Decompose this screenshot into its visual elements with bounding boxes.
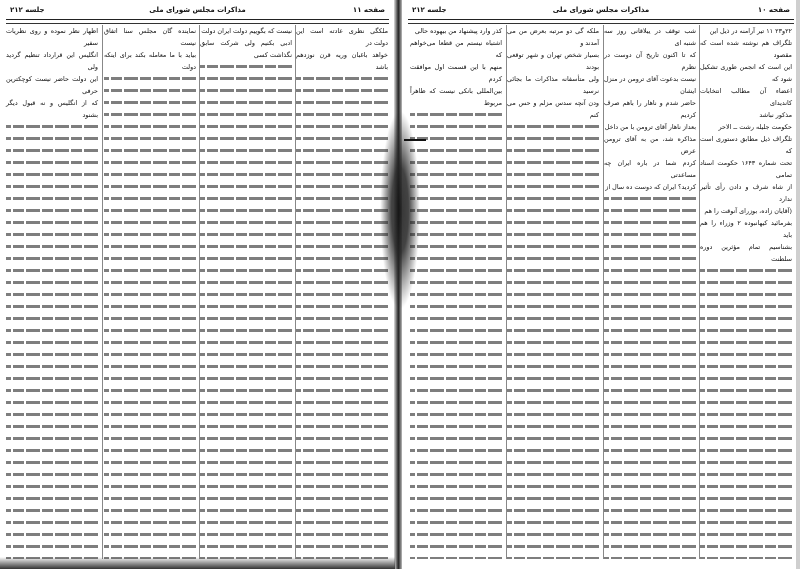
text-line: ودن آنچه سدس مزلم و حس می کنم [507, 99, 599, 119]
body-text-block [410, 109, 502, 559]
body-text-block [104, 73, 196, 559]
text-line: اعضاء آن مطالب انتخابات کاندیدای [700, 87, 792, 107]
publication-title: مذاکرات مجلس شورای ملی [149, 6, 246, 14]
text-line: ملکه گی دو مرتبه بعرض من می آمدند و [507, 27, 599, 47]
text-line: بعداز ناهار آقای ترومن با من داخل [604, 123, 696, 131]
text-line: نیست بدعوت آقای ترومن در منزل ایشان [603, 75, 696, 95]
body-text-block [296, 73, 388, 559]
text-line: نماینده گان مجلس سنا اتفاق نیست [104, 27, 196, 47]
text-line: بفرمائید کیهانبوده ۲ وزراء را هم باید [700, 219, 792, 239]
text-line: این دولت حاضر نیست کوچکترین حرفی [6, 75, 98, 95]
column-divider [506, 25, 507, 559]
body-text-block [604, 193, 696, 559]
body-text-block [200, 61, 292, 559]
left-page [0, 0, 395, 569]
text-column [604, 25, 696, 559]
text-line: حکومت جلیله رشت ــ الاحر [718, 123, 792, 131]
text-column [104, 25, 196, 559]
text-line: بسیار شخص تهران و شهر توقعی بودند [507, 51, 599, 71]
text-line: مذاکره شد، من به آقای ترومن عرض [604, 135, 696, 155]
column-divider [199, 25, 200, 559]
header-rule [408, 19, 794, 24]
page-header [408, 6, 794, 18]
text-line: که از انگلیس و نه قبول دیگر بشنود [6, 99, 98, 119]
text-line: بین‌المللی بانکی نیست که ظاهراً مربوط [410, 87, 502, 107]
text-line: حاضر شدم و ناهار را باهم صرف کردیم [604, 99, 696, 119]
page-number: صفحه ۱۰ [757, 6, 790, 14]
body-text-block [700, 265, 792, 559]
text-line: مذکور نباشد [759, 111, 792, 119]
text-column [296, 25, 388, 559]
text-line: تلگراف هم نوشته شده است که مقصود [700, 39, 792, 59]
column-divider [295, 25, 296, 559]
text-column [410, 25, 502, 559]
column-divider [102, 25, 103, 559]
page-number: صفحه ۱۱ [352, 6, 385, 14]
scan-edge [796, 0, 800, 569]
text-column [507, 25, 599, 559]
text-line: که تا اکنون تاریخ آن دوست در نظرم [604, 51, 696, 71]
text-column [200, 25, 292, 559]
text-line: کردم شما در باره ایران چه مساعدتی [604, 159, 696, 179]
margin-mark [404, 139, 426, 141]
text-line: اشتباه نیستم من قطعا می‌خواهم که [410, 39, 502, 59]
text-line: این است که انجمن طوری تشکیل شود که [700, 63, 792, 83]
text-line: ۲۲و۲۳ ۱۱ تیر آرامنه در ذیل این [709, 27, 792, 35]
text-line: ادبی بکنیم ولی شرکت سابق نگذاشت کسی [200, 39, 292, 59]
page-header [6, 6, 389, 18]
text-line: کذر وارد پیشنهاد من بیهوده حالی [414, 27, 502, 35]
text-line: خواهد باغبان وریه قرن نوزدهم باشد [296, 51, 388, 71]
text-line: تحت شماره ۱۶۴۳ حکومت اسناد تمامی [700, 159, 792, 179]
publication-title: مذاکرات مجلس شورای ملی [552, 6, 650, 14]
text-line: اظهار نظر نموده و روی نظریات سفیر [6, 27, 98, 47]
text-line: بشناسیم تمام مؤثرین دوره سلطنت [700, 243, 792, 263]
text-line: منهم با این قسمت اول موافقت کردم [410, 63, 502, 83]
column-divider [699, 25, 700, 559]
right-page [402, 0, 800, 569]
column-divider [603, 25, 604, 559]
header-rule [6, 19, 389, 24]
text-line: بیاید با ما معامله بکند برای اینکه دولت [104, 51, 196, 71]
text-line: نیست که بگوییم دولت ایران دولت [201, 27, 292, 35]
session-number: جلسه ۲۱۲ [412, 6, 447, 14]
text-line: کردید؟ ایران که دوست ده سال از [605, 183, 696, 191]
text-line: (آقایان زاده، بوزرای آنوقت را هم [704, 207, 792, 215]
body-text-block [6, 121, 98, 559]
text-line: از شاه شرف و دادن رأی تأثیر ندارد [700, 183, 792, 203]
text-line: ولی متأسفانه مذاکرات ما بجائی نرسید [507, 75, 599, 95]
text-line: ملکگی نظری عادته است این دولت در [296, 27, 388, 47]
session-number: جلسه ۲۱۲ [10, 6, 45, 14]
text-column [700, 25, 792, 559]
text-line: تلگراف ذیل مطابق دستوری است که [700, 135, 792, 155]
text-line: انگلیس این قرارداد تنظیم گردید ولی [6, 51, 98, 71]
scan-edge [0, 557, 395, 569]
text-line: شب توقف در ییلاقانی روز سه شنبه ای [604, 27, 696, 47]
body-text-block [507, 121, 599, 559]
text-column [6, 25, 98, 559]
